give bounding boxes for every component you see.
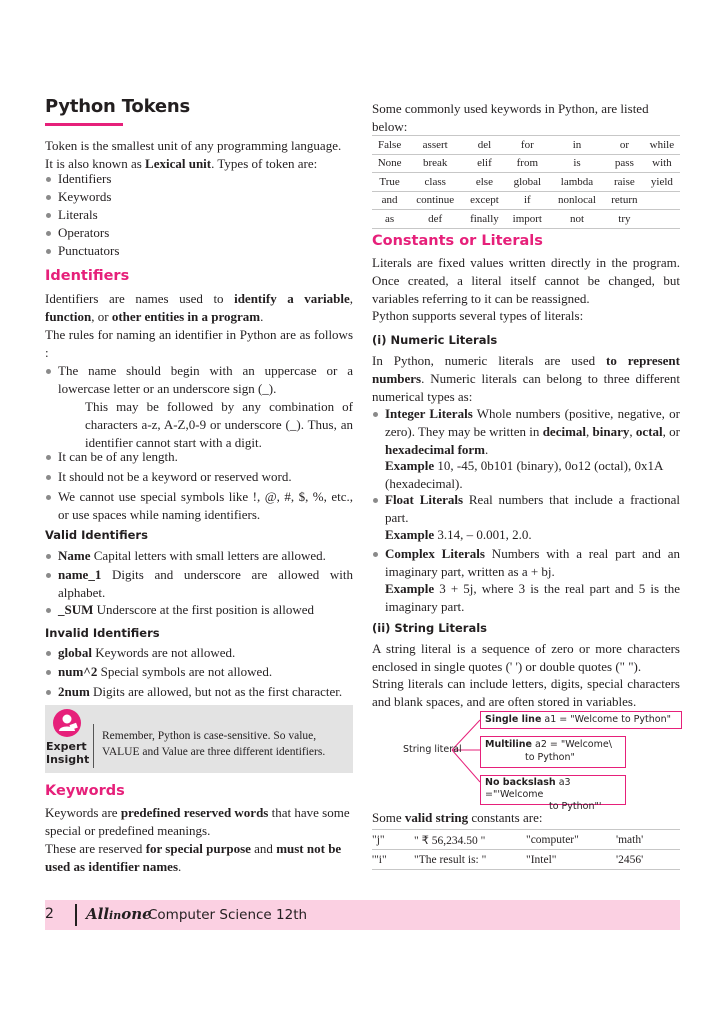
numeric-literals-heading: (i) Numeric Literals xyxy=(372,333,498,347)
table-cell: while xyxy=(644,136,680,155)
table-cell: global xyxy=(506,173,549,192)
brand-part: in xyxy=(109,909,122,922)
rule-item: It can be of any length. xyxy=(45,448,353,466)
single-line-box xyxy=(480,711,682,729)
text: Special symbols are not allowed. xyxy=(97,664,273,679)
table-cell: del xyxy=(463,136,505,155)
bold-text: function xyxy=(45,309,92,324)
page-number: 2 xyxy=(45,906,54,922)
text: Digits and underscore are allowed with alphabet. xyxy=(58,567,353,600)
text: . xyxy=(178,859,182,874)
list-item xyxy=(45,601,353,619)
bold-text: decimal xyxy=(542,424,587,439)
list-item: Keywords xyxy=(45,188,348,206)
multiline-box xyxy=(480,736,626,768)
text: 3 + 5j, where 3 is the real part and 5 is the imaginary part. xyxy=(385,581,680,614)
insight-divider xyxy=(93,724,94,768)
text: Capital letters with small letters are allowed. xyxy=(90,548,326,563)
intro-paragraph xyxy=(45,137,355,173)
page-title: Python Tokens xyxy=(45,96,191,117)
table-cell: '2456' xyxy=(616,850,680,870)
table-row xyxy=(372,210,680,229)
bold-text: global xyxy=(58,645,92,660)
identifiers-heading: Identifiers xyxy=(45,268,130,284)
text: Real numbers that include a fractional part. xyxy=(385,492,680,525)
table-cell: with xyxy=(644,154,680,173)
table-row xyxy=(372,191,680,210)
text: Numbers with a real part and an imaginary part, written as a + bj. xyxy=(385,546,680,579)
text: , xyxy=(586,424,593,439)
bold-text: other entities in a program xyxy=(111,309,261,324)
text: . xyxy=(260,309,264,324)
table-cell: not xyxy=(549,210,605,229)
table-cell: assert xyxy=(407,136,463,155)
text: Some xyxy=(372,810,405,825)
text: 3.14, – 0.001, 2.0. xyxy=(434,527,532,542)
table-row xyxy=(372,850,680,870)
table-cell: 'math' xyxy=(616,830,680,850)
text: , or xyxy=(91,309,112,324)
table-cell: raise xyxy=(605,173,644,192)
table-cell: " ₹ 56,234.50 " xyxy=(414,830,526,850)
text: Whole numbers (positive, negative, or zero). They may be written in xyxy=(385,406,680,439)
text: Digits are allowed, but not as the first character. xyxy=(89,684,343,699)
text: and xyxy=(250,841,277,856)
bold-text: octal xyxy=(635,424,663,439)
valid-string-intro xyxy=(372,809,680,827)
insight-label: Insight xyxy=(46,753,90,766)
text: Underscore at the first position is allowed xyxy=(93,602,314,617)
table-cell: else xyxy=(463,173,505,192)
text: a1 = "Welcome to Python" xyxy=(541,714,671,725)
bold-text: Example xyxy=(385,581,435,596)
bold-text: predefined reserved words xyxy=(120,805,269,820)
bold-text: identify a variable xyxy=(234,291,350,306)
rule-item: We cannot use special symbols like !, @, #, $, %, etc., or use spaces while naming identifiers. xyxy=(45,488,353,524)
table-cell xyxy=(644,191,680,210)
table-cell: from xyxy=(506,154,549,173)
table-cell: try xyxy=(605,210,644,229)
table-cell: break xyxy=(407,154,463,173)
table-cell xyxy=(644,210,680,229)
text: . xyxy=(485,442,489,457)
brand-logo xyxy=(86,905,152,923)
table-cell: "The result is: " xyxy=(414,850,526,870)
integer-example xyxy=(385,457,680,493)
bold-text: Complex Literals xyxy=(385,546,485,561)
text: These are reserved xyxy=(45,841,146,856)
table-cell: for xyxy=(506,136,549,155)
table-cell: is xyxy=(549,154,605,173)
table-row xyxy=(372,136,680,155)
list-item xyxy=(45,683,363,701)
text: Keywords are not allowed. xyxy=(91,645,236,660)
text: , xyxy=(349,291,353,306)
text: Identifiers are names used to xyxy=(45,291,235,306)
table-cell: "j" xyxy=(372,830,414,850)
table-cell: elif xyxy=(463,154,505,173)
brand-part: one xyxy=(121,905,152,923)
intro-line-2-end: . Types of token are: xyxy=(211,156,318,171)
table-cell: or xyxy=(605,136,644,155)
table-cell: import xyxy=(506,210,549,229)
table-row xyxy=(372,173,680,192)
table-row xyxy=(372,154,680,173)
text: a2 = "Welcome\ xyxy=(532,739,612,750)
bold-text: Integer Literals xyxy=(385,406,473,421)
string-literals-heading: (ii) String Literals xyxy=(372,621,487,635)
table-cell: except xyxy=(463,191,505,210)
invalid-identifiers-heading: Invalid Identifiers xyxy=(45,626,160,640)
table-cell: False xyxy=(372,136,407,155)
table-cell: yield xyxy=(644,173,680,192)
keywords-table xyxy=(372,135,680,229)
table-cell: in xyxy=(549,136,605,155)
keywords-usage xyxy=(45,840,355,876)
list-item xyxy=(372,405,680,459)
constants-heading: Constants or Literals xyxy=(372,233,543,249)
bold-text: _SUM xyxy=(58,602,94,617)
valid-identifiers-heading: Valid Identifiers xyxy=(45,528,148,542)
text: 10, -45, 0b101 (binary), 0o12 (octal), 0x1A (hexadecimal). xyxy=(385,458,663,491)
intro-line-1: Token is the smallest unit of any programming language. xyxy=(45,138,342,153)
list-item: Punctuators xyxy=(45,242,348,260)
text: that have some special or predefined meanings. xyxy=(45,805,350,838)
bold-text: No backslash xyxy=(485,777,556,788)
table-cell: class xyxy=(407,173,463,192)
table-cell: pass xyxy=(605,154,644,173)
bold-text: for special purpose xyxy=(145,841,251,856)
bold-text: num^2 xyxy=(58,664,98,679)
list-item: Identifiers xyxy=(45,170,348,188)
table-cell: lambda xyxy=(549,173,605,192)
table-row xyxy=(372,830,680,850)
list-item xyxy=(372,545,680,581)
text: to Python" xyxy=(525,752,575,763)
table-cell: nonlocal xyxy=(549,191,605,210)
rules-intro: The rules for naming an identifier in Python are as follows : xyxy=(45,327,353,360)
brand-part: All xyxy=(86,905,110,923)
diagram-center-label: String literal xyxy=(403,744,462,755)
text: a3 ="'Welcome xyxy=(485,777,571,800)
rule-item: It should not be a keyword or reserved word. xyxy=(45,468,353,486)
float-example xyxy=(385,526,680,544)
bold-text: Example xyxy=(385,458,435,473)
list-item xyxy=(45,663,353,681)
book-title: Computer Science 12th xyxy=(148,907,308,923)
bold-text: valid string xyxy=(404,810,469,825)
table-cell: "computer" xyxy=(526,830,616,850)
title-underline xyxy=(45,123,123,126)
bold-text: must not be used as identifier names xyxy=(45,841,342,874)
expert-insight-label xyxy=(46,740,90,766)
table-cell: '"i" xyxy=(372,850,414,870)
list-item xyxy=(45,547,353,565)
rule-item: The name should begin with an uppercase or a lowercase letter or an underscore sign (_). xyxy=(45,362,353,398)
bold-text: Example xyxy=(385,527,435,542)
keywords-heading: Keywords xyxy=(45,783,125,799)
insight-text: Remember, Python is case-sensitive. So value, VALUE and Value are three different identifiers. xyxy=(102,730,326,758)
keywords-definition xyxy=(45,804,355,840)
expert-label: Expert xyxy=(46,740,87,753)
complex-example xyxy=(385,580,680,616)
intro-bold: Lexical unit xyxy=(145,156,212,171)
footer-divider xyxy=(75,904,77,926)
bold-text: Name xyxy=(58,548,91,563)
text: In Python, numeric literals are used xyxy=(372,353,607,368)
string-include: String literals can include letters, digits, special characters and blank spaces, and are often stored in variables. xyxy=(372,676,680,709)
table-cell: True xyxy=(372,173,407,192)
bold-text: Single line xyxy=(485,714,542,725)
table-cell: finally xyxy=(463,210,505,229)
bold-text: hexadecimal form xyxy=(385,442,486,457)
string-definition: A string literal is a sequence of zero or more characters enclosed in single quotes (' ') or double quotes (" "). xyxy=(372,641,680,674)
table-cell: def xyxy=(407,210,463,229)
literals-definition: Literals are fixed values written directly in the program. Once created, a literal itself cannot be changed, but variables referring to it can be reassigned. xyxy=(372,255,680,306)
bold-text: binary xyxy=(592,424,630,439)
identifiers-definition xyxy=(45,290,353,326)
numeric-definition xyxy=(372,352,680,406)
keywords-intro: Some commonly used keywords in Python, are listed below: xyxy=(372,101,649,134)
bold-text: to represent numbers xyxy=(372,353,680,386)
no-backslash-box xyxy=(480,775,626,812)
list-item xyxy=(45,644,353,662)
table-cell: and xyxy=(372,191,407,210)
table-cell: return xyxy=(605,191,644,210)
bold-text: Multiline xyxy=(485,739,532,750)
table-cell: None xyxy=(372,154,407,173)
table-cell: continue xyxy=(407,191,463,210)
bold-text: Float Literals xyxy=(385,492,464,507)
text: , xyxy=(629,424,636,439)
rule-continuation: This may be followed by any combination of characters a-z, A-Z,0-9 or underscore (_). Thus, an identifier cannot start with a digit. xyxy=(85,399,353,450)
list-item xyxy=(45,566,353,602)
text: , or xyxy=(662,424,680,439)
expert-person-icon xyxy=(53,709,81,737)
bold-text: name_1 xyxy=(58,567,102,582)
text: . Numeric literals can belong to three different numerical types as: xyxy=(372,371,680,404)
string-constants-table xyxy=(372,829,680,870)
list-item: Operators xyxy=(45,224,348,242)
literals-types: Python supports several types of literals: xyxy=(372,308,584,323)
intro-line-2: It is also known as xyxy=(45,156,146,171)
table-cell: as xyxy=(372,210,407,229)
text: constants are: xyxy=(468,810,543,825)
table-cell: if xyxy=(506,191,549,210)
text: Keywords are xyxy=(45,805,121,820)
list-item xyxy=(372,491,680,527)
list-item: Literals xyxy=(45,206,348,224)
bold-text: 2num xyxy=(58,684,90,699)
text: to Python"' xyxy=(549,801,602,812)
table-cell: "Intel" xyxy=(526,850,616,870)
